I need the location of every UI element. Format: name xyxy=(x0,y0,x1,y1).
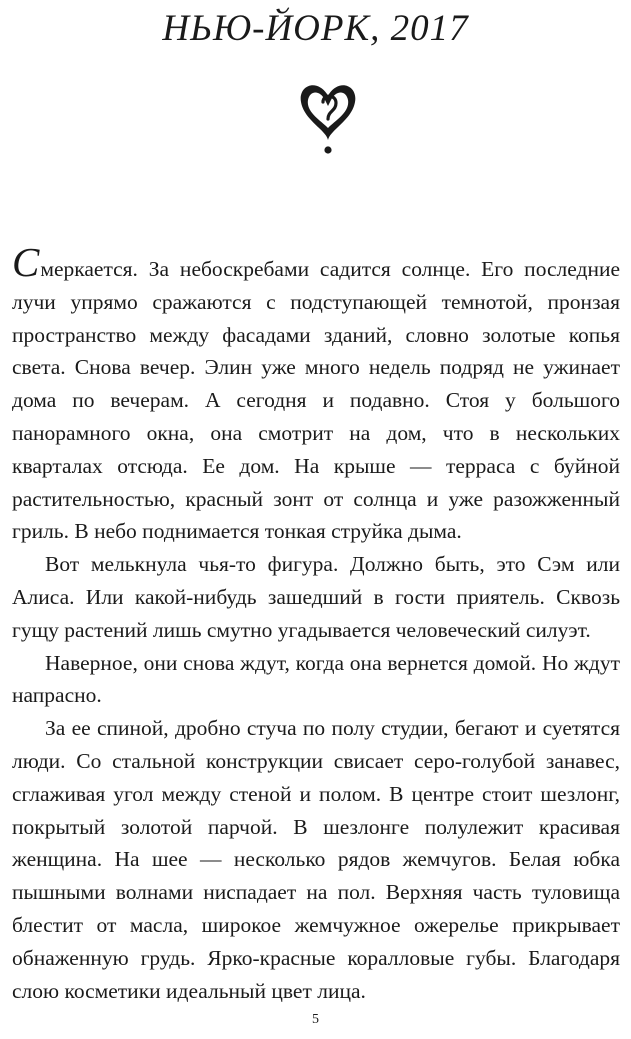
page-number: 5 xyxy=(312,1012,319,1027)
chapter-title: НЬЮ-ЙОРК, 2017 xyxy=(162,8,469,49)
drop-cap: С xyxy=(12,239,40,285)
paragraph-4: За ее спиной, дробно стуча по полу студии, бегают и суетятся люди. Со стальной конструкции свисает серо-голубой занавес, сглаживая угол между стеной и полом. В центре стоит шезлонг, покрытый золотой парчой. В шезлонге полулежит красивая женщина. На шее — несколько рядов жемчугов. Белая юбка пышными волнами ниспадает на пол. Верхняя часть туловища блестит от масла, широкое жемчужное ожерелье прикрывает обнаженную грудь. Ярко-красные коралловые губы. Благодаря слою косметики идеальный цвет лица. xyxy=(12,716,620,1003)
heart-question-mark-icon xyxy=(296,78,360,158)
paragraph-2: Вот мелькнула чья-то фигура. Должно быть, это Сэм или Алиса. Или какой-нибудь зашедший в гости приятель. Сквозь гущу растений лишь смутно угадывается человеческий силуэт. xyxy=(12,552,620,642)
paragraph-1 xyxy=(12,239,620,548)
body-text xyxy=(12,239,620,1007)
paragraph-3: Наверное, они снова ждут, когда она вернется домой. Но ждут напрасно. xyxy=(12,650,620,708)
paragraph-1-text: меркается. За небоскребами садится солнце. Его последние лучи упрямо сражаются с подступающей темнотой, пронзая пространство между фасадами зданий, словно золотые копья света. Снова вечер. Элин уже много недель подряд не ужинает дома по вечерам. А сегодня и подавно. Стоя у большого панорамного окна, она смотрит на дом, что в нескольких кварталах отсюда. Ее дом. На крыше — терраса с буйной растительностью, красный зонт от солнца и уже разожженный гриль. В небо поднимается тонкая струйка дыма. xyxy=(12,257,620,544)
